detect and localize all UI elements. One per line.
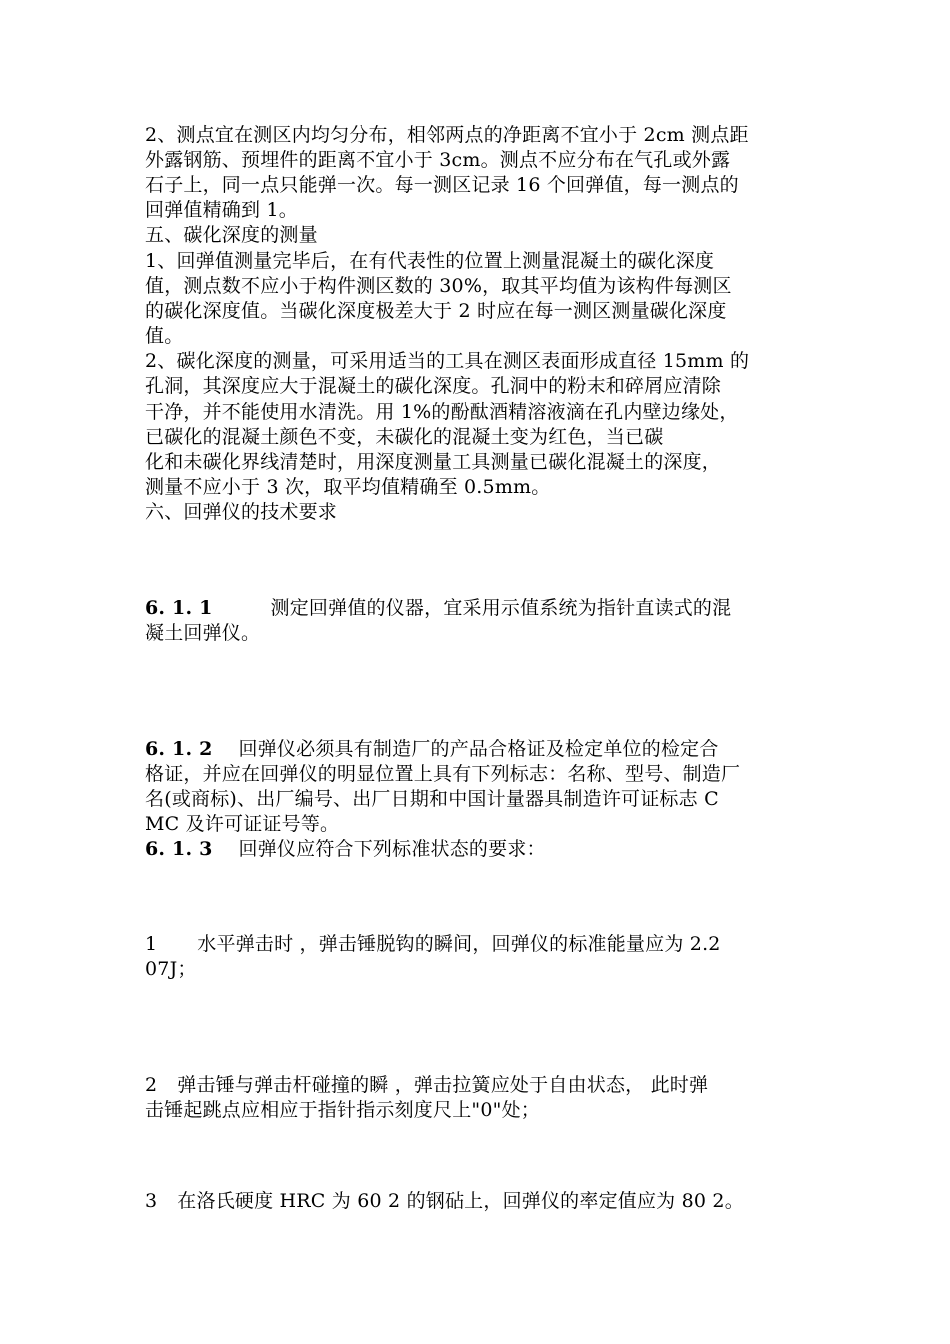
section-heading-6: 六、回弹仪的技术要求 [145,501,338,523]
list-item-1 [145,932,825,956]
paragraph-line: 2、碳化深度的测量，可采用适当的工具在测区表面形成直径 15mm 的 [145,350,750,372]
clause-number: 6. 1. 3 [145,838,213,860]
paragraph-line: 2、测点宜在测区内均匀分布，相邻两点的净距离不宜小于 2cm 测点距 [145,124,749,146]
paragraph-line: 1、回弹值测量完毕后，在有代表性的位置上测量混凝土的碳化深度 [145,250,715,272]
paragraph-line: 化和未碳化界线清楚时，用深度测量工具测量已碳化混凝土的深度， [145,451,722,473]
paragraph-line: 已碳化的混凝土颜色不变，未碳化的混凝土变为红色，当已碳 [145,426,664,448]
paragraph-line: 外露钢筋、预埋件的距离不宜小于 3cm。测点不应分布在气孔或外露 [145,149,731,171]
paragraph-line: MC 及许可证证号等。 [145,813,340,835]
paragraph-line: 的碳化深度值。当碳化深度极差大于 2 时应在每一测区测量碳化深度 [145,300,727,322]
list-item-text: 在洛氏硬度 HRC 为 60 2 的钢砧上，回弹仪的率定值应为 80 2。 [177,1190,744,1212]
paragraph-line: 击锤起跳点应相应于指针指示刻度尺上"0"处； [145,1099,540,1121]
clause-text: 测定回弹值的仪器，宜采用示值系统为指针直读式的混 [270,597,732,619]
paragraph-line: 格证，并应在回弹仪的明显位置上具有下列标志：名称、型号、制造厂 [145,763,741,785]
paragraph-line: 干净，并不能使用水清洗。用 1%的酚酞酒精溶液滴在孔内壁边缘处， [145,401,739,423]
list-item-number: 3 [145,1190,158,1212]
clause-number: 6. 1. 1 [145,597,213,619]
paragraph-line: 凝土回弹仪。 [145,622,261,644]
paragraph-line: 测量不应小于 3 次，取平均值精确至 0.5mm。 [145,476,551,498]
paragraph-line: 值，测点数不应小于构件测区数的 30%，取其平均值为该构件每测区 [145,275,732,297]
paragraph-line: 值。 [145,325,184,347]
list-item-number: 1 [145,933,158,955]
paragraph-line: 回弹值精确到 1。 [145,199,298,221]
list-item-2 [145,1073,825,1097]
list-item-text: 弹击锤与弹击杆碰撞的瞬 ，弹击拉簧应处于自由状态， 此时弹 [177,1074,709,1096]
list-item-text: 水平弹击时 ，弹击锤脱钩的瞬间，回弹仪的标准能量应为 2.2 [197,933,721,955]
clause-6-1-1 [145,596,825,620]
clause-6-1-2 [145,737,825,761]
clause-text: 回弹仪必须具有制造厂的产品合格证及检定单位的检定合 [238,738,719,760]
clause-text: 回弹仪应符合下列标准状态的要求： [238,838,546,860]
list-item-number: 2 [145,1074,158,1096]
paragraph-line: 孔洞，其深度应大于混凝土的碳化深度。孔洞中的粉末和碎屑应清除 [145,375,722,397]
clause-number: 6. 1. 2 [145,738,213,760]
paragraph-line: 07J； [145,958,197,980]
section-heading-5: 五、碳化深度的测量 [145,224,318,246]
paragraph-line: 名(或商标)、出厂编号、出厂日期和中国计量器具制造许可证标志 C [145,788,719,810]
list-item-3 [145,1189,825,1213]
paragraph-line: 石子上，同一点只能弹一次。每一测区记录 16 个回弹值，每一测点的 [145,174,739,196]
clause-6-1-3 [145,837,825,861]
